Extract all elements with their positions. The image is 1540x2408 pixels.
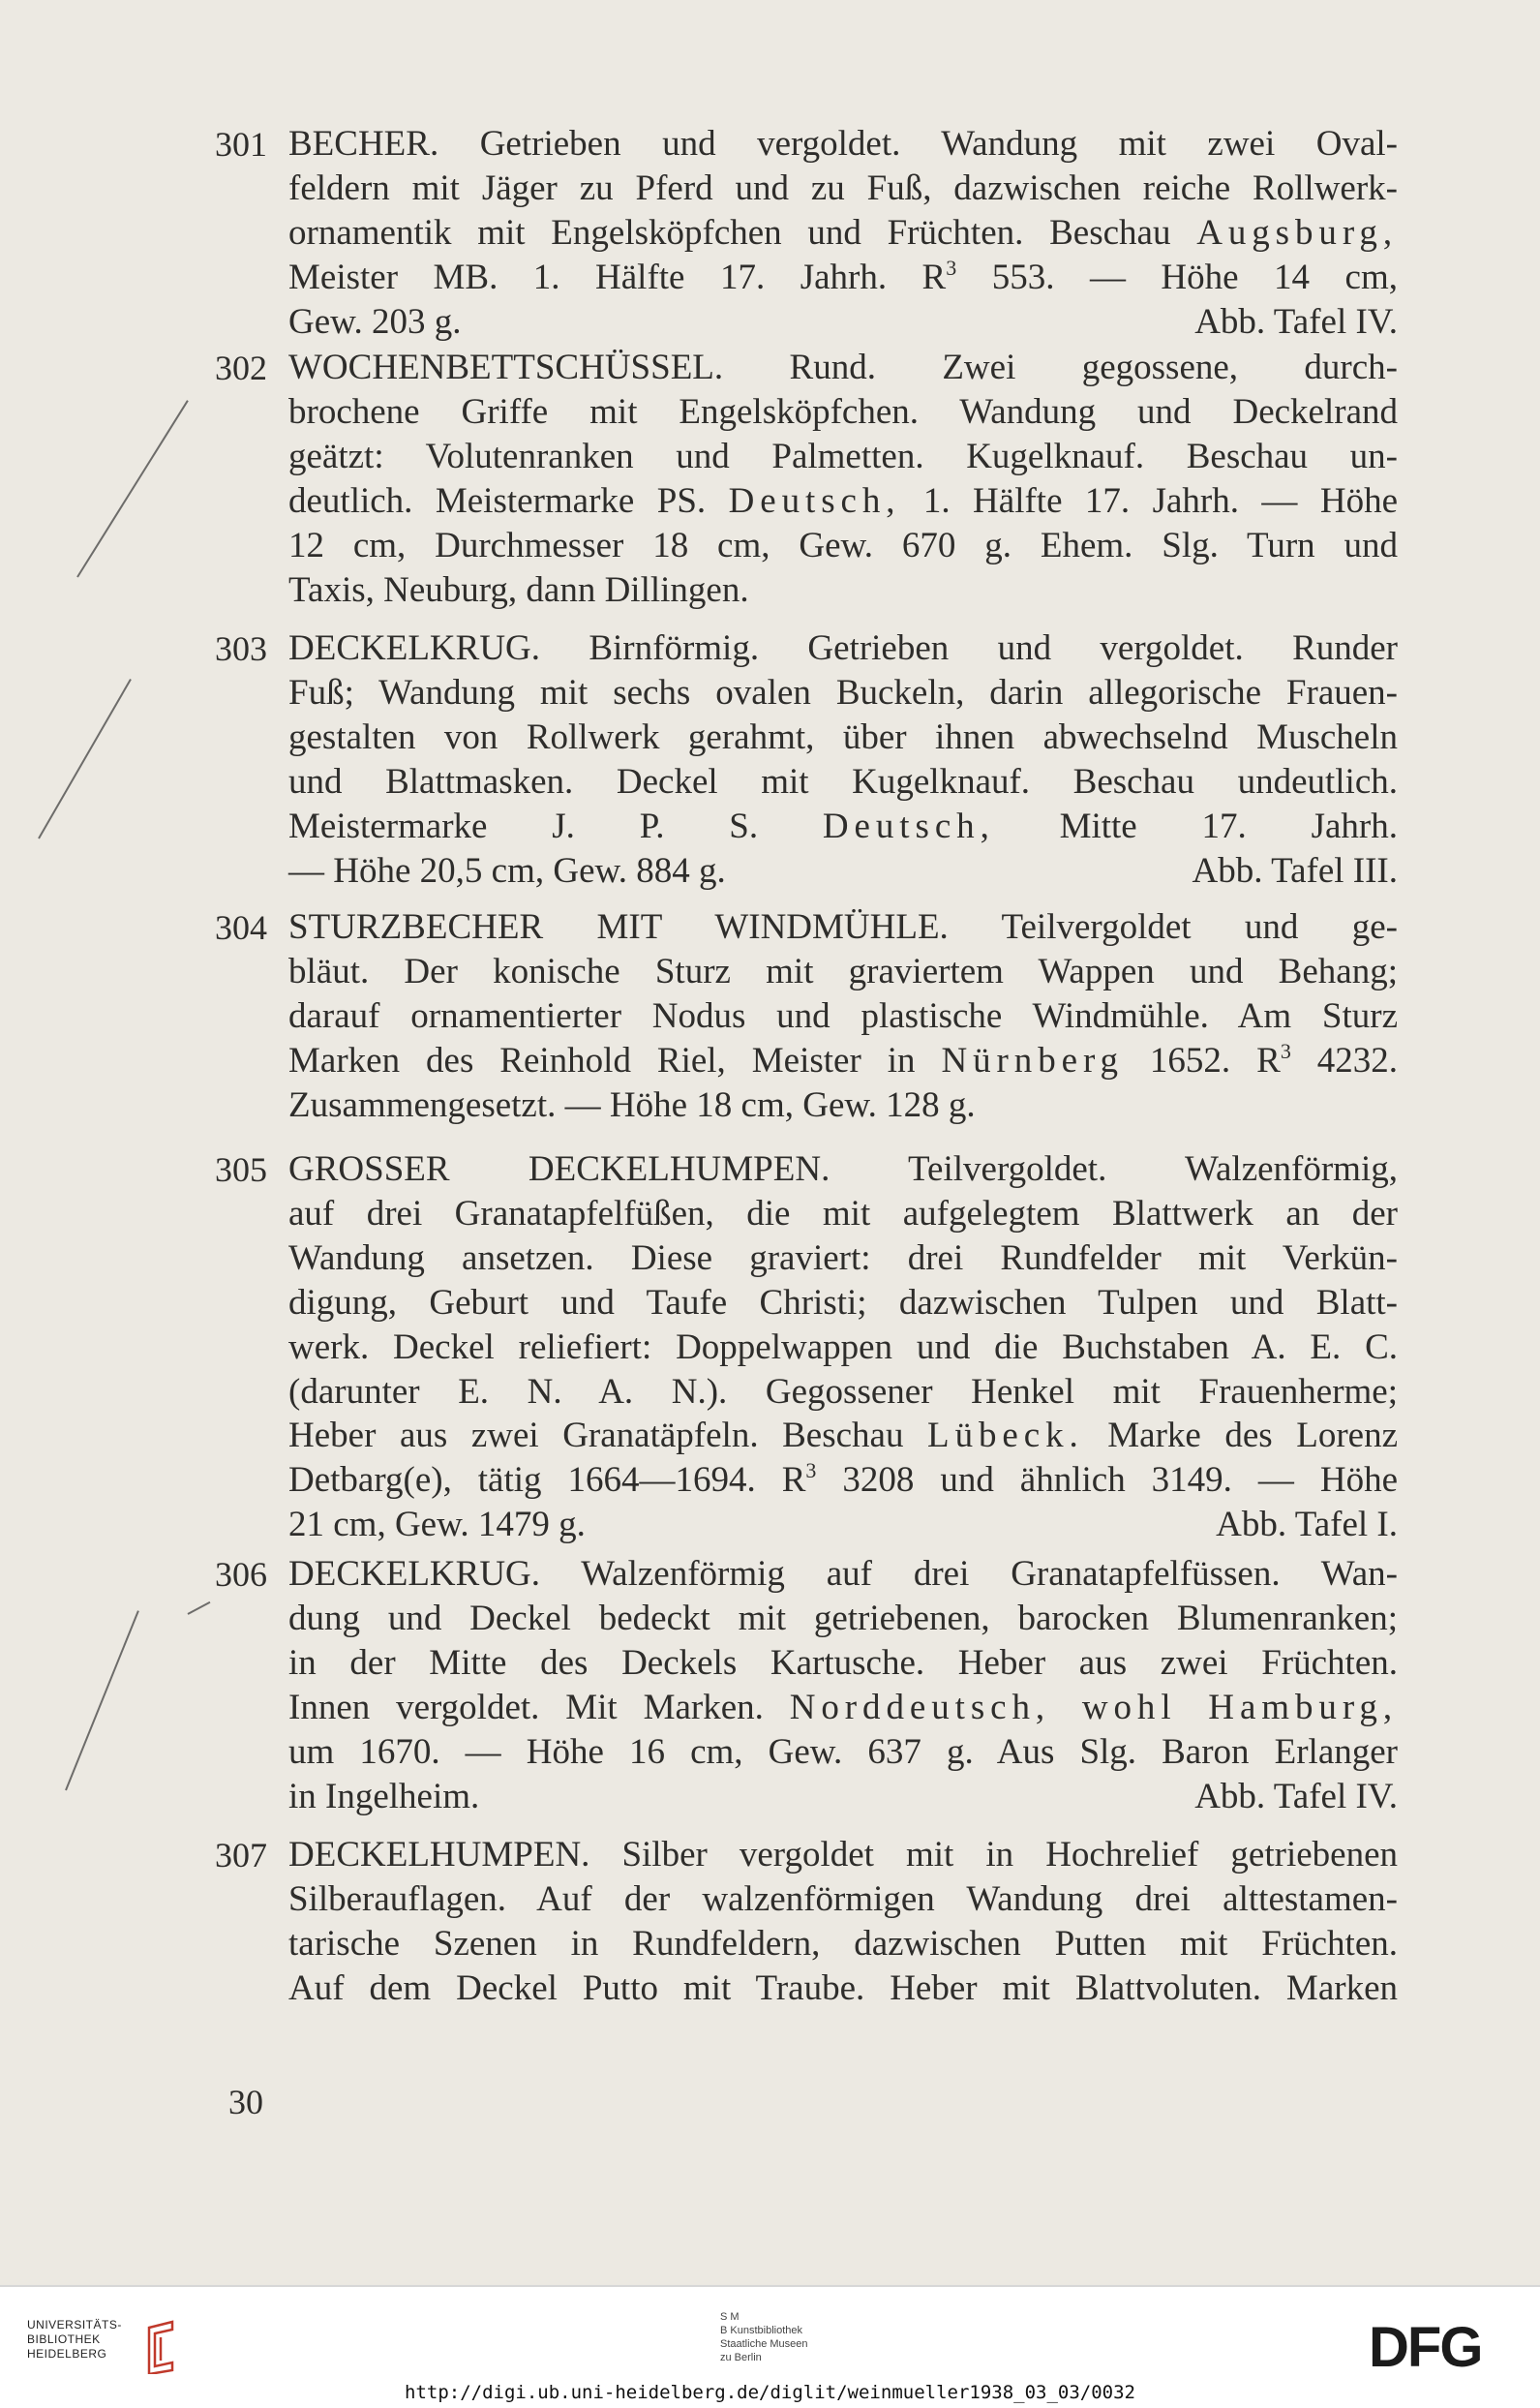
- text-segment: geätzt: Volutenranken und Palmetten. Kugelknauf. Beschau un-: [288, 436, 1398, 476]
- text-segment: 3208 und ähnlich 3149. — Höhe: [816, 1460, 1398, 1501]
- pencil-mark: [65, 1610, 139, 1790]
- text-segment: 1652. R: [1123, 1040, 1281, 1081]
- university-library-logo[interactable]: UNIVERSITÄTS- BIBLIOTHEK HEIDELBERG: [27, 2318, 122, 2361]
- entry-line: [288, 1966, 1398, 2011]
- plate-reference: Abb. Tafel IV.: [1194, 1776, 1398, 1816]
- text-segment: (darunter E. N. A. N.). Gegossener Henkel mit Frauenherme;: [288, 1371, 1398, 1412]
- entry-line: [288, 211, 1398, 256]
- text-segment: Auf dem Deckel Putto mit Traube. Heber mit Blattvoluten. Marken: [288, 1967, 1398, 2008]
- text-segment: werk. Deckel reliefiert: Doppelwappen und die Buchstaben A. E. C.: [288, 1326, 1398, 1367]
- text-segment: Mitte 17. Jahrh.: [994, 806, 1398, 846]
- entry-line: [288, 1503, 1398, 1547]
- text-segment: GROSSER DECKELHUMPEN. Teilvergoldet. Walzenförmig,: [288, 1149, 1398, 1189]
- entry-line: [288, 760, 1398, 805]
- entry-number: 301: [215, 125, 267, 164]
- text-segment: ornamentik mit Engelsköpfchen und Früchten. Beschau: [288, 212, 1197, 253]
- entry-number: 306: [215, 1555, 267, 1594]
- entry-line: [288, 1147, 1398, 1192]
- text-segment: 3: [946, 255, 957, 280]
- spaced-location: Augsburg,: [1196, 212, 1398, 253]
- entry-line: [288, 716, 1398, 760]
- entry-line: [288, 390, 1398, 435]
- entry-line: [288, 1552, 1398, 1597]
- text-segment: BECHER. Getrieben und vergoldet. Wandung mit zwei Oval-: [288, 124, 1398, 164]
- entry-line: [288, 1833, 1398, 1877]
- text-segment: 3: [805, 1458, 817, 1483]
- entry-number: 307: [215, 1836, 267, 1875]
- entry-line: [288, 1686, 1398, 1730]
- entry-number: 304: [215, 908, 267, 947]
- spaced-location: Deutsch,: [728, 480, 901, 521]
- text-segment: 1. Hälfte 17. Jahrh. — Höhe: [900, 480, 1398, 521]
- entry-number: 305: [215, 1150, 267, 1189]
- text-segment: bläut. Der konische Sturz mit graviertem Wappen und Behang;: [288, 951, 1398, 991]
- text-segment: DECKELKRUG. Walzenförmig auf drei Granatapfelfüssen. Wan-: [288, 1554, 1398, 1594]
- entry-line: [288, 994, 1398, 1039]
- text-segment: deutlich. Meistermarke PS.: [288, 480, 729, 521]
- entry-line: [288, 805, 1398, 849]
- entry-line: [288, 1236, 1398, 1281]
- pencil-mark: [76, 400, 189, 577]
- text-segment: 4232.: [1290, 1040, 1399, 1081]
- entry-line: [288, 1458, 1398, 1503]
- footer-bar: [0, 2285, 1540, 2408]
- text-segment: 553. — Höhe 14 cm,: [956, 257, 1398, 297]
- entry-line: [288, 1597, 1398, 1641]
- entry-line: [288, 1192, 1398, 1236]
- entry-line: [288, 1281, 1398, 1326]
- plate-reference: Abb. Tafel III.: [1192, 850, 1398, 891]
- entry-line: [288, 300, 1398, 345]
- entry-line: [288, 1922, 1398, 1966]
- entry-line: [288, 1039, 1398, 1083]
- library-emblem-icon: [143, 2320, 176, 2374]
- plate-reference: Abb. Tafel IV.: [1194, 301, 1398, 342]
- text-segment: dung und Deckel bedeckt mit getriebenen, barocken Blumenranken;: [288, 1598, 1398, 1638]
- text-segment: darauf ornamentierter Nodus und plastische Windmühle. Am Sturz: [288, 995, 1398, 1036]
- text-segment: WOCHENBETTSCHÜSSEL. Rund. Zwei gegossene, durch-: [288, 348, 1398, 387]
- text-segment: Marke des Lorenz: [1083, 1416, 1399, 1456]
- text-segment: DECKELHUMPEN. Silber vergoldet mit in Hochrelief getriebenen: [288, 1835, 1398, 1875]
- text-segment: DECKELKRUG. Birnförmig. Getrieben und vergoldet. Runder: [288, 628, 1398, 668]
- entry-line: [288, 435, 1398, 479]
- entry-line: [288, 626, 1398, 671]
- text-segment: und Blattmasken. Deckel mit Kugelknauf. Beschau undeutlich.: [288, 761, 1398, 802]
- entry-line: [288, 1641, 1398, 1686]
- text-segment: um 1670. — Höhe 16 cm, Gew. 637 g. Aus Slg. Baron Erlanger: [288, 1731, 1398, 1772]
- entry-line: [288, 849, 1398, 894]
- plate-reference: Abb. Tafel I.: [1216, 1505, 1398, 1545]
- text-segment: Zusammengesetzt. — Höhe 18 cm, Gew. 128 g.: [288, 1084, 976, 1125]
- text-segment: gestalten von Rollwerk gerahmt, über ihnen abwechselnd Muscheln: [288, 716, 1398, 757]
- entry-line: [288, 1083, 1398, 1128]
- entry-line: [288, 167, 1398, 211]
- museum-stamp: S M B Kunstbibliothek Staatliche Museen zu Berlin: [720, 2311, 808, 2363]
- entry-line: [288, 256, 1398, 300]
- spaced-location: Lübeck.: [927, 1416, 1084, 1456]
- entry-number: 302: [215, 349, 267, 387]
- entry-line: [288, 1877, 1398, 1922]
- text-segment: 21 cm, Gew. 1479 g.: [288, 1505, 586, 1545]
- text-segment: Silberauflagen. Auf der walzenförmigen Wandung drei alttestamen-: [288, 1878, 1398, 1919]
- text-segment: Detbarg(e), tätig 1664—1694. R: [288, 1460, 806, 1501]
- spaced-location: Norddeutsch, wohl Hamburg,: [789, 1687, 1398, 1727]
- text-segment: STURZBECHER MIT WINDMÜHLE. Teilvergoldet und ge-: [288, 907, 1398, 947]
- entry-line: [288, 1730, 1398, 1775]
- entry-number: 303: [215, 629, 267, 668]
- text-segment: — Höhe 20,5 cm, Gew. 884 g.: [288, 850, 726, 891]
- text-segment: Marken des Reinhold Riel, Meister in: [288, 1040, 942, 1081]
- entry-line: [288, 950, 1398, 994]
- pencil-mark: [38, 679, 132, 839]
- text-segment: Innen vergoldet. Mit Marken.: [288, 1687, 790, 1727]
- permalink-url[interactable]: http://digi.ub.uni-heidelberg.de/diglit/weinmueller1938_03_03/0032: [405, 2382, 1135, 2403]
- text-segment: Gew. 203 g.: [288, 301, 462, 342]
- text-segment: Meistermarke J. P. S.: [288, 806, 823, 846]
- text-segment: tarische Szenen in Rundfeldern, dazwischen Putten mit Früchten.: [288, 1923, 1398, 1964]
- entry-line: [288, 122, 1398, 167]
- text-segment: digung, Geburt und Taufe Christi; dazwischen Tulpen und Blatt-: [288, 1282, 1398, 1323]
- text-segment: auf drei Granatapfelfüßen, die mit aufgelegtem Blattwerk an der: [288, 1193, 1398, 1234]
- spaced-location: Deutsch,: [822, 806, 995, 846]
- spaced-location: Nürnberg: [941, 1040, 1124, 1081]
- text-segment: in Ingelheim.: [288, 1776, 480, 1816]
- entry-line: [288, 568, 1398, 613]
- text-segment: Wandung ansetzen. Diese graviert: drei Rundfelder mit Verkün-: [288, 1237, 1398, 1278]
- entry-line: [288, 1326, 1398, 1370]
- text-segment: Meister MB. 1. Hälfte 17. Jahrh. R: [288, 257, 947, 297]
- entry-line: [288, 524, 1398, 568]
- entry-line: [288, 1775, 1398, 1819]
- entry-line: [288, 1414, 1398, 1458]
- entry-line: [288, 1370, 1398, 1415]
- entry-line: [288, 671, 1398, 716]
- text-segment: Heber aus zwei Granatäpfeln. Beschau: [288, 1416, 928, 1456]
- text-segment: 3: [1280, 1038, 1291, 1063]
- text-segment: Fuß; Wandung mit sechs ovalen Buckeln, darin allegorische Frauen-: [288, 672, 1398, 713]
- pencil-mark: [188, 1601, 211, 1615]
- text-segment: in der Mitte des Deckels Kartusche. Heber aus zwei Früchten.: [288, 1642, 1398, 1683]
- entry-line: [288, 479, 1398, 524]
- dfg-logo[interactable]: DFG: [1369, 2316, 1482, 2379]
- text-segment: brochene Griffe mit Engelsköpfchen. Wandung und Deckelrand: [288, 391, 1398, 432]
- text-segment: feldern mit Jäger zu Pferd und zu Fuß, dazwischen reiche Rollwerk-: [288, 168, 1398, 208]
- entry-line: [288, 346, 1398, 390]
- text-segment: 12 cm, Durchmesser 18 cm, Gew. 670 g. Ehem. Slg. Turn und: [288, 525, 1398, 565]
- entry-line: [288, 905, 1398, 950]
- page-number: 30: [228, 2083, 263, 2121]
- text-segment: Taxis, Neuburg, dann Dillingen.: [288, 569, 749, 610]
